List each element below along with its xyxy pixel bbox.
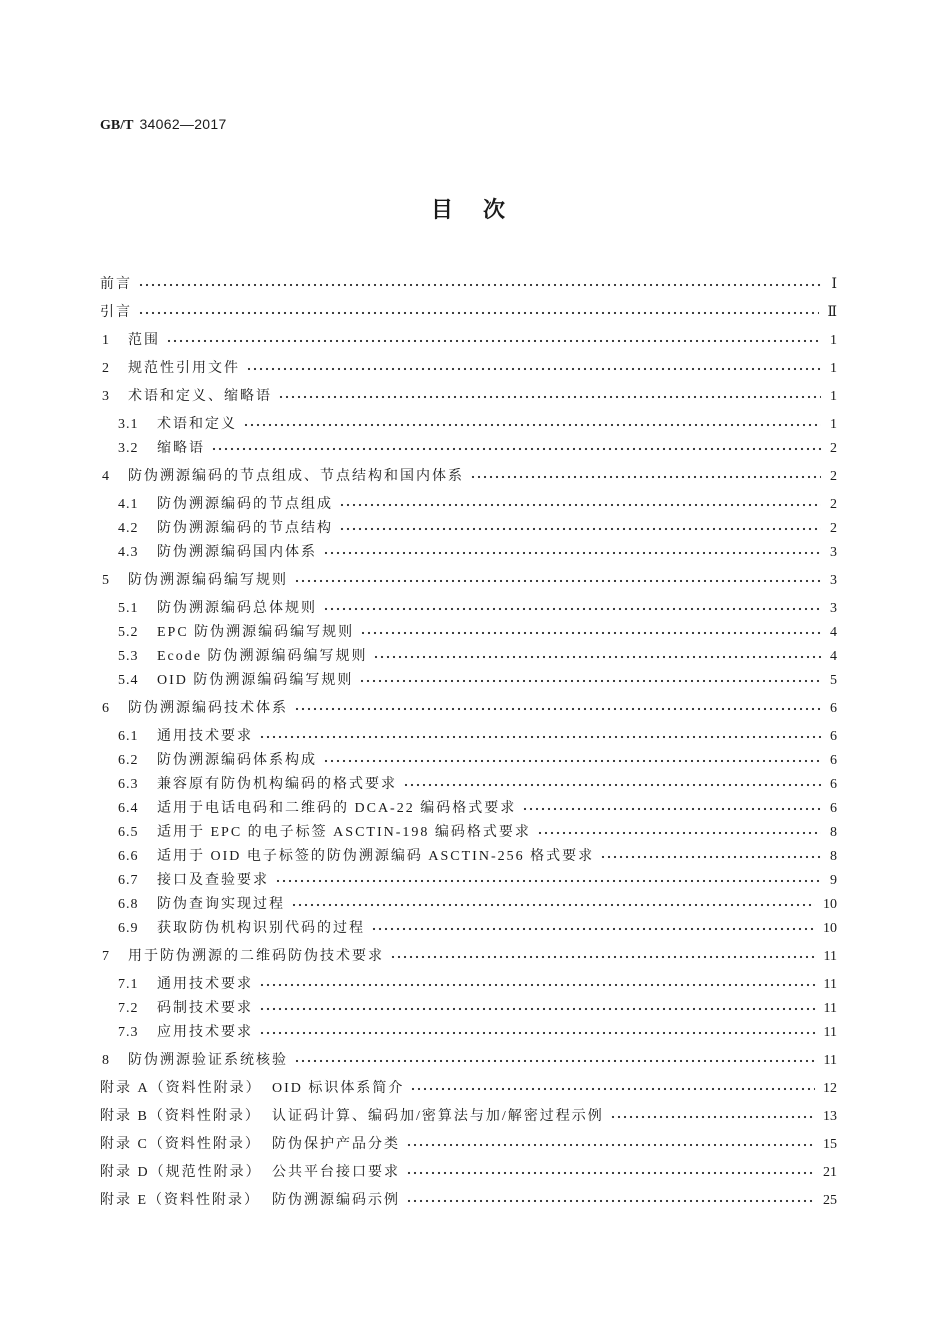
toc-entry-number: 5 bbox=[102, 573, 110, 588]
dot-leader bbox=[403, 773, 821, 797]
toc-entry-title: 防伪溯源编码技术体系 bbox=[128, 701, 288, 716]
toc-entry-page: 11 bbox=[823, 949, 837, 964]
toc-entry-title: 缩略语 bbox=[157, 441, 205, 456]
toc-subentry[interactable] bbox=[100, 1021, 837, 1045]
toc-entry-title: 范围 bbox=[128, 333, 160, 348]
toc-appendix-entry[interactable] bbox=[100, 1105, 837, 1129]
toc-entry-page: 10 bbox=[823, 921, 837, 936]
toc-appendix-label: 附录 E（资料性附录） bbox=[100, 1193, 261, 1208]
toc-appendix-entry[interactable] bbox=[100, 1161, 837, 1185]
toc-subentry[interactable] bbox=[100, 493, 837, 517]
toc-entry-title: 前言 bbox=[100, 277, 132, 292]
toc-entry-page: 3 bbox=[830, 545, 837, 560]
toc-entry-number: 7.3 bbox=[118, 1025, 139, 1040]
toc-entry-title: 码制技术要求 bbox=[157, 1001, 253, 1016]
toc-entry-title: 防伪溯源编码的节点组成、节点结构和国内体系 bbox=[128, 469, 464, 484]
standard-code: 34062—2017 bbox=[139, 116, 227, 132]
toc-subentry[interactable] bbox=[100, 773, 837, 797]
toc-entry-title: 防伪溯源编码编写规则 bbox=[128, 573, 288, 588]
toc-entry-title: 获取防伪机构识别代码的过程 bbox=[157, 921, 365, 936]
toc-entry-number: 6.9 bbox=[118, 921, 139, 936]
toc-entry[interactable] bbox=[100, 945, 837, 969]
dot-leader bbox=[323, 541, 821, 565]
toc-subentry[interactable] bbox=[100, 821, 837, 845]
toc-entry-page: 4 bbox=[830, 649, 837, 664]
toc-entry-number: 6.6 bbox=[118, 849, 139, 864]
toc-entry-page: 21 bbox=[823, 1165, 837, 1180]
toc-entry-title: 防伪溯源编码体系构成 bbox=[157, 753, 317, 768]
toc-entry-page: 6 bbox=[830, 701, 837, 716]
toc-subentry[interactable] bbox=[100, 845, 837, 869]
toc-entry-page: 11 bbox=[823, 1001, 837, 1016]
toc-entry-title: 防伪溯源编码国内体系 bbox=[157, 545, 317, 560]
dot-leader bbox=[610, 1105, 815, 1129]
toc-subentry[interactable] bbox=[100, 869, 837, 893]
toc-entry-title: 规范性引用文件 bbox=[128, 361, 240, 376]
toc-entry-title: 防伪溯源编码示例 bbox=[272, 1193, 400, 1208]
toc-entry-number: 6.5 bbox=[118, 825, 139, 840]
toc-entry-page: 11 bbox=[823, 1025, 837, 1040]
toc-entry-number: 6.8 bbox=[118, 897, 139, 912]
toc-entry-title: 术语和定义、缩略语 bbox=[128, 389, 272, 404]
toc-entry-page: 6 bbox=[830, 729, 837, 744]
dot-leader bbox=[537, 821, 821, 845]
toc-entry-page: 6 bbox=[830, 753, 837, 768]
toc-subentry[interactable] bbox=[100, 997, 837, 1021]
dot-leader bbox=[406, 1161, 815, 1185]
toc-entry[interactable] bbox=[100, 1049, 837, 1073]
toc-entry-foreword[interactable] bbox=[100, 273, 837, 297]
toc-appendix-entry[interactable] bbox=[100, 1077, 837, 1101]
toc-appendix-label: 附录 B（资料性附录） bbox=[100, 1109, 261, 1124]
toc-entry-number: 4.1 bbox=[118, 497, 139, 512]
toc-entry-title: OID 标识体系简介 bbox=[272, 1081, 405, 1096]
dot-leader bbox=[259, 997, 816, 1021]
toc-entry-number: 5.2 bbox=[118, 625, 139, 640]
table-of-contents bbox=[100, 269, 837, 1217]
toc-entry-number: 6.3 bbox=[118, 777, 139, 792]
toc-entry-number: 6.1 bbox=[118, 729, 139, 744]
toc-entry-page: 3 bbox=[830, 601, 837, 616]
dot-leader bbox=[339, 493, 821, 517]
toc-appendix-entry[interactable] bbox=[100, 1189, 837, 1213]
toc-subentry[interactable] bbox=[100, 517, 837, 541]
toc-entry-page: 11 bbox=[823, 977, 837, 992]
toc-entry-page: 13 bbox=[823, 1109, 837, 1124]
toc-entry-title: 接口及查验要求 bbox=[157, 873, 269, 888]
toc-entry[interactable] bbox=[100, 385, 837, 409]
dot-leader bbox=[390, 945, 816, 969]
toc-entry-page: 6 bbox=[830, 801, 837, 816]
toc-entry-number: 8 bbox=[102, 1053, 110, 1068]
toc-entry-page: 1 bbox=[830, 417, 837, 432]
toc-subentry[interactable] bbox=[100, 621, 837, 645]
dot-leader bbox=[294, 697, 821, 721]
toc-subentry[interactable] bbox=[100, 437, 837, 461]
dot-leader bbox=[246, 357, 821, 381]
toc-entry-number: 5.1 bbox=[118, 601, 139, 616]
dot-leader bbox=[410, 1077, 815, 1101]
toc-title: 目 次 bbox=[430, 197, 509, 223]
dot-leader bbox=[360, 621, 821, 645]
toc-entry-number: 5.3 bbox=[118, 649, 139, 664]
toc-entry-number: 4.3 bbox=[118, 545, 139, 560]
toc-entry-number: 3.2 bbox=[118, 441, 139, 456]
dot-leader bbox=[243, 413, 821, 437]
toc-entry-number: 3.1 bbox=[118, 417, 139, 432]
dot-leader bbox=[211, 437, 821, 461]
dot-leader bbox=[138, 273, 821, 297]
toc-appendix-label: 附录 A（资料性附录） bbox=[100, 1081, 262, 1096]
toc-entry-number: 6.2 bbox=[118, 753, 139, 768]
toc-entry-page: 3 bbox=[830, 573, 837, 588]
toc-subentry[interactable] bbox=[100, 645, 837, 669]
toc-entry-page: 25 bbox=[823, 1193, 837, 1208]
toc-entry-page: Ⅰ bbox=[831, 277, 837, 292]
standard-number bbox=[100, 114, 227, 134]
dot-leader bbox=[259, 1021, 816, 1045]
toc-entry-title: 通用技术要求 bbox=[157, 977, 253, 992]
toc-entry-number: 4.2 bbox=[118, 521, 139, 536]
toc-entry-page: 9 bbox=[830, 873, 837, 888]
toc-entry-page: 1 bbox=[830, 389, 837, 404]
toc-entry-page: 15 bbox=[823, 1137, 837, 1152]
toc-entry-introduction[interactable] bbox=[100, 301, 837, 325]
toc-entry-number: 7 bbox=[102, 949, 110, 964]
toc-entry-number: 4 bbox=[102, 469, 110, 484]
toc-entry[interactable] bbox=[100, 329, 837, 353]
standard-prefix: GB/T bbox=[100, 118, 134, 133]
toc-entry-page: Ⅱ bbox=[827, 305, 837, 320]
toc-subentry[interactable] bbox=[100, 597, 837, 621]
toc-appendix-label: 附录 C（资料性附录） bbox=[100, 1137, 261, 1152]
toc-entry-page: 2 bbox=[830, 497, 837, 512]
toc-entry-page: 2 bbox=[830, 469, 837, 484]
dot-leader bbox=[373, 645, 821, 669]
toc-subentry[interactable] bbox=[100, 893, 837, 917]
toc-entry-number: 6.4 bbox=[118, 801, 139, 816]
toc-entry-title: 适用于 EPC 的电子标签 ASCTIN-198 编码格式要求 bbox=[157, 825, 531, 840]
toc-entry[interactable] bbox=[100, 569, 837, 593]
toc-entry-number: 1 bbox=[102, 333, 110, 348]
dot-leader bbox=[406, 1133, 815, 1157]
toc-entry-number: 6.7 bbox=[118, 873, 139, 888]
toc-entry-title: 应用技术要求 bbox=[157, 1025, 253, 1040]
toc-entry-page: 2 bbox=[830, 521, 837, 536]
toc-entry[interactable] bbox=[100, 697, 837, 721]
toc-entry-page: 5 bbox=[830, 673, 837, 688]
dot-leader bbox=[359, 669, 821, 693]
toc-entry-title: 公共平台接口要求 bbox=[272, 1165, 400, 1180]
toc-entry-title: 防伪溯源编码的节点结构 bbox=[157, 521, 333, 536]
dot-leader bbox=[323, 749, 821, 773]
dot-leader bbox=[259, 973, 816, 997]
toc-entry-number: 3 bbox=[102, 389, 110, 404]
toc-entry-title: 适用于电话电码和二维码的 DCA-22 编码格式要求 bbox=[157, 801, 517, 816]
dot-leader bbox=[291, 893, 815, 917]
toc-entry-title: 术语和定义 bbox=[157, 417, 237, 432]
toc-entry-page: 12 bbox=[823, 1081, 837, 1096]
toc-entry-number: 6 bbox=[102, 701, 110, 716]
toc-entry-title: 引言 bbox=[100, 305, 132, 320]
dot-leader bbox=[275, 869, 821, 893]
toc-entry-page: 6 bbox=[830, 777, 837, 792]
toc-entry-title: 通用技术要求 bbox=[157, 729, 253, 744]
toc-entry-page: 1 bbox=[830, 361, 837, 376]
dot-leader bbox=[259, 725, 821, 749]
toc-entry-page: 8 bbox=[830, 849, 837, 864]
toc-entry-title: 防伪保护产品分类 bbox=[272, 1137, 400, 1152]
toc-subentry[interactable] bbox=[100, 973, 837, 997]
toc-subentry[interactable] bbox=[100, 725, 837, 749]
toc-entry-number: 2 bbox=[102, 361, 110, 376]
toc-entry-page: 1 bbox=[830, 333, 837, 348]
toc-subentry[interactable] bbox=[100, 541, 837, 565]
toc-entry-page: 4 bbox=[830, 625, 837, 640]
toc-entry-title: 防伪溯源编码的节点组成 bbox=[157, 497, 333, 512]
toc-entry-title: Ecode 防伪溯源编码编写规则 bbox=[157, 649, 368, 664]
toc-entry-title: 适用于 OID 电子标签的防伪溯源编码 ASCTIN-256 格式要求 bbox=[157, 849, 595, 864]
dot-leader bbox=[406, 1189, 815, 1213]
toc-subentry[interactable] bbox=[100, 749, 837, 773]
dot-leader bbox=[138, 301, 819, 325]
toc-entry-title: 防伪查询实现过程 bbox=[157, 897, 285, 912]
toc-entry-page: 2 bbox=[830, 441, 837, 456]
dot-leader bbox=[600, 845, 821, 869]
dot-leader bbox=[323, 597, 821, 621]
toc-entry-title: OID 防伪溯源编码编写规则 bbox=[157, 673, 354, 688]
toc-entry-title: 防伪溯源验证系统核验 bbox=[128, 1053, 288, 1068]
toc-entry-title: 认证码计算、编码加/密算法与加/解密过程示例 bbox=[272, 1109, 604, 1124]
toc-entry-title: 用于防伪溯源的二维码防伪技术要求 bbox=[128, 949, 384, 964]
toc-entry-page: 8 bbox=[830, 825, 837, 840]
toc-subentry[interactable] bbox=[100, 797, 837, 821]
toc-entry-title: 兼容原有防伪机构编码的格式要求 bbox=[157, 777, 397, 792]
toc-subentry[interactable] bbox=[100, 413, 837, 437]
toc-appendix-label: 附录 D（规范性附录） bbox=[100, 1165, 262, 1180]
dot-leader bbox=[294, 569, 821, 593]
toc-subentry[interactable] bbox=[100, 669, 837, 693]
toc-subentry[interactable] bbox=[100, 917, 837, 941]
toc-entry-number: 7.1 bbox=[118, 977, 139, 992]
dot-leader bbox=[278, 385, 821, 409]
toc-entry-number: 5.4 bbox=[118, 673, 139, 688]
toc-entry[interactable] bbox=[100, 465, 837, 489]
dot-leader bbox=[522, 797, 821, 821]
toc-entry-number: 7.2 bbox=[118, 1001, 139, 1016]
toc-entry[interactable] bbox=[100, 357, 837, 381]
dot-leader bbox=[339, 517, 821, 541]
toc-entry-title: 防伪溯源编码总体规则 bbox=[157, 601, 317, 616]
toc-entry-page: 10 bbox=[823, 897, 837, 912]
toc-appendix-entry[interactable] bbox=[100, 1133, 837, 1157]
dot-leader bbox=[294, 1049, 816, 1073]
toc-entry-title: EPC 防伪溯源编码编写规则 bbox=[157, 625, 355, 640]
dot-leader bbox=[371, 917, 815, 941]
dot-leader bbox=[166, 329, 821, 353]
dot-leader bbox=[470, 465, 821, 489]
toc-entry-page: 11 bbox=[823, 1053, 837, 1068]
